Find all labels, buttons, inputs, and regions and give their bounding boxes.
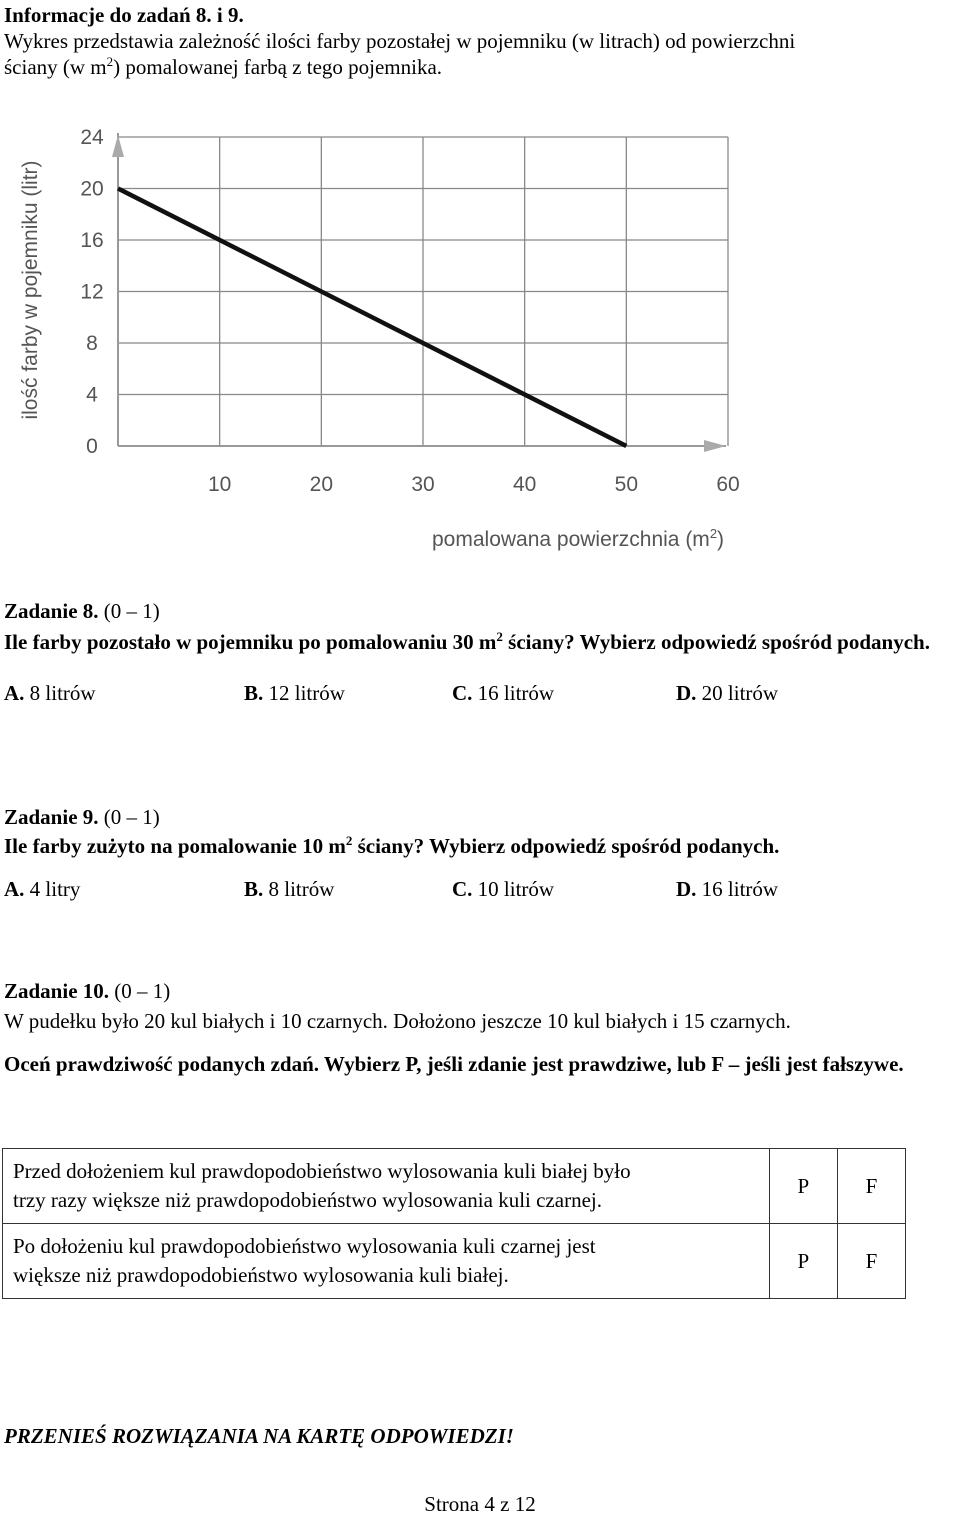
task-8-option-d[interactable]: D. 20 litrów [676, 681, 779, 705]
y-axis-arrow [112, 135, 124, 157]
task-8-question-post: ściany? Wybierz odpowiedź spośród podanych. [502, 630, 930, 654]
y-tick-label-12: 12 [80, 280, 104, 304]
intro-line-1: Wykres przedstawia zależność ilości farby pozostałej w pojemniku (w litrach) od powierzchni [4, 29, 796, 53]
task-8-question-sup: 2 [496, 629, 503, 644]
task-9-option-d[interactable]: D. 16 litrów [676, 877, 779, 901]
task-9-question-post: ściany? Wybierz odpowiedź spośród podanych. [352, 834, 780, 858]
task-10-title-points: (0 – 1) [109, 979, 171, 1003]
task-8-title-bold: Zadanie 8. [4, 599, 99, 623]
y-tick-label-20: 20 [80, 177, 104, 201]
y-tick-label-4: 4 [86, 383, 98, 407]
chart-x-ticks [208, 473, 740, 496]
chart-series [118, 189, 626, 447]
data-line-0 [118, 189, 626, 447]
x-tick-label-10: 10 [207, 473, 232, 496]
task-9-title [4, 804, 960, 830]
task-10-title [4, 978, 960, 1004]
task-8-title [4, 598, 960, 624]
task-8-options [4, 681, 960, 709]
transfer-note: PRZENIEŚ ROZWIĄZANIA NA KARTĘ ODPOWIEDZI! [4, 1424, 514, 1448]
chart-axes [112, 133, 726, 452]
task-9-option-c[interactable]: C. 10 litrów [452, 877, 555, 901]
paint-chart [0, 110, 960, 580]
tf-statement-1: Przed dołożeniem kul prawdopodobieństwo wylosowania kuli białej było trzy razy większe niż prawdopodobieństwo wylosowania kuli czarnej. [3, 1149, 770, 1224]
x-tick-label-20: 20 [309, 473, 334, 496]
y-tick-label-16: 16 [80, 229, 104, 252]
chart-x-label: pomalowana powierzchnia $(m^2)$ [432, 526, 725, 551]
task-9-question-sup: 2 [345, 833, 353, 848]
tf-row-1-false[interactable]: F [837, 1149, 905, 1224]
true-false-table [2, 1148, 906, 1299]
task-9-title-points: (0 – 1) [98, 805, 160, 829]
task-8-title-points: (0 – 1) [98, 599, 160, 623]
task-9-options [4, 877, 960, 905]
x-tick-label-30: 30 [411, 473, 435, 496]
task-10-title-bold: Zadanie 10. [4, 979, 110, 1003]
task-10-context: W pudełku było 20 kul białych i 10 czarnych. Dołożono jeszcze 10 kul białych i 15 czarnych. [4, 1009, 791, 1033]
chart-grid [118, 137, 728, 446]
task-8-option-a[interactable]: A. 8 litrów [4, 681, 96, 705]
intro-line-2-sup: 2 [106, 54, 114, 69]
intro-line-2-post: ) pomalowanej farbą z tego pojemnika. [113, 55, 443, 79]
tf-row-1 [3, 1149, 906, 1224]
intro-line-2 [4, 54, 960, 80]
tf-row-2-true[interactable]: P [769, 1224, 837, 1299]
task-8-option-b[interactable]: B. 12 litrów [244, 681, 345, 705]
task-8-question [4, 627, 960, 657]
task-9-option-a[interactable]: A. 4 litry [4, 877, 81, 901]
task-9-question [4, 831, 960, 861]
x-tick-label-50: 50 [614, 473, 639, 496]
task-9 [4, 804, 960, 905]
y-tick-label-24: 24 [80, 126, 104, 149]
page-number: Strona 4 z 12 [424, 1492, 536, 1516]
tf-statement-2: Po dołożeniu kul prawdopodobieństwo wylosowania kuli czarnej jest większe niż prawdopodobieństwo wylosowania kuli białej. [3, 1224, 770, 1299]
task-10 [4, 978, 960, 1080]
task-8-option-c[interactable]: C. 16 litrów [452, 681, 555, 705]
tf-row-2-false[interactable]: F [837, 1224, 905, 1299]
task-8-question-pre: Ile farby pozostało w pojemniku po pomalowaniu 30 m [4, 630, 497, 654]
intro-block [4, 2, 960, 80]
task-8 [4, 598, 960, 709]
chart-y-ticks [80, 126, 104, 458]
tf-row-1-true[interactable]: P [769, 1149, 837, 1224]
y-tick-label-0: 0 [86, 435, 98, 458]
y-tick-label-8: 8 [86, 332, 98, 355]
task-9-title-bold: Zadanie 9. [4, 805, 99, 829]
x-axis-arrow [704, 440, 726, 452]
intro-line-2-pre: ściany (w m [4, 55, 107, 79]
chart-y-label: ilość farby w pojemniku (litr) [19, 160, 42, 420]
intro-heading: Informacje do zadań 8. i 9. [4, 3, 244, 27]
tf-row-2 [3, 1224, 906, 1299]
x-tick-label-60: 60 [716, 473, 740, 496]
task-9-option-b[interactable]: B. 8 litrów [244, 877, 335, 901]
task-10-instruction: Oceń prawdziwość podanych zdań. Wybierz P, jeśli zdanie jest prawdziwe, lub F – jeśli jest fałszywe. [4, 1052, 904, 1076]
task-9-question-pre: Ile farby zużyto na pomalowanie 10 m [4, 834, 346, 858]
x-tick-label-40: 40 [512, 473, 537, 496]
